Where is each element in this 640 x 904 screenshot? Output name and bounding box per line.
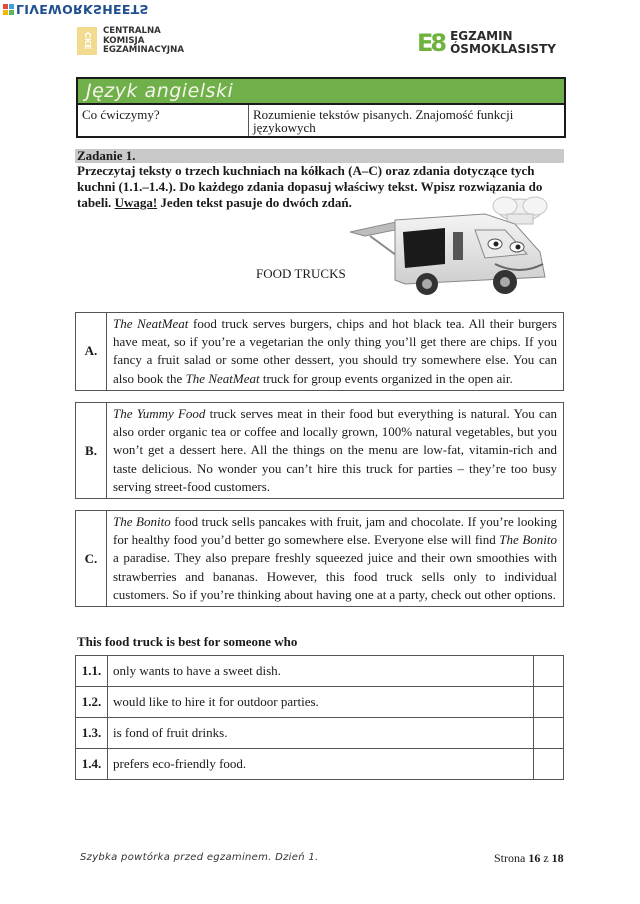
question-row — [76, 686, 563, 717]
text-body — [107, 313, 563, 390]
question-number: 1.3. — [76, 718, 108, 748]
watermark-text: LIVEWORKSHEETS — [16, 2, 149, 17]
food-truck-illustration — [345, 192, 570, 300]
text-box-c — [75, 510, 564, 607]
question-text: only wants to have a sweet dish. — [108, 656, 534, 686]
e8-logo-mark: E8 — [417, 29, 445, 57]
logo-square — [9, 10, 14, 15]
e8-logo — [417, 30, 556, 56]
e8-line: EGZAMIN — [450, 29, 513, 43]
text-part: truck serves meat in their food but everything is natural. You can also order organic tea or coffee and locally grown, 100% natural vegetables, but you won’t get a dessert here. All the things on the menu are low-fat, vitamin-rich and taste delicious. No wonder you can’t hire this truck for parties – they’re too busy serving street-food customers. — [113, 406, 557, 494]
answer-cell[interactable] — [534, 718, 563, 748]
truck-name: The NeatMeat — [185, 370, 260, 386]
page-total: 18 — [551, 851, 564, 865]
question-number: 1.1. — [76, 656, 108, 686]
text-part: food truck serves burgers, chips and hot black tea. All their burgers have meat, so if you’re a vegetarian the only thing you’ll get there are chips. If you fancy a fruit salad or some other dessert, you should try somewhere else. You can also book the — [113, 316, 557, 386]
text-part: truck for group events organized in the open air. — [259, 370, 513, 386]
text-letter: A. — [76, 313, 107, 390]
answer-cell[interactable] — [534, 687, 563, 717]
liveworksheets-logo-icon — [3, 4, 14, 15]
text-part: a paradise. They also prepare freshly squeezed juice and their own smoothies with strawberries and bananas. However, this food truck sells only to individual customers. So if you’re thinking about having one at a party, check out other options. — [113, 550, 557, 602]
subject-row-value: Rozumienie tekstów pisanych. Znajomość funkcji językowych — [253, 107, 514, 135]
cke-logo-text — [103, 27, 184, 56]
cke-line: EGZAMINACYJNA — [103, 45, 184, 55]
cke-line: CENTRALNA — [103, 26, 161, 36]
e8-logo-text — [450, 30, 556, 56]
reading-heading: FOOD TRUCKS — [256, 266, 346, 281]
questions-table — [75, 655, 564, 780]
answer-cell[interactable] — [534, 749, 563, 779]
subject-row-label: Co ćwiczymy? — [78, 105, 249, 136]
note-text: Jeden tekst pasuje do dwóch zdań. — [157, 195, 352, 210]
subject-title: Język angielski — [78, 79, 564, 105]
question-text: would like to hire it for outdoor parties. — [108, 687, 534, 717]
text-box-a — [75, 312, 564, 391]
question-row — [76, 748, 563, 779]
text-letter: C. — [76, 511, 107, 606]
page-sep: z — [540, 851, 552, 865]
questions-heading: This food truck is best for someone who — [77, 634, 298, 649]
cke-logo-mark — [77, 27, 97, 55]
cke-mark-text: CKE — [83, 32, 92, 51]
task-label: Zadanie 1. — [77, 148, 136, 163]
question-row — [76, 656, 563, 686]
text-body — [107, 511, 563, 606]
logo-square — [9, 4, 14, 9]
truck-name: The NeatMeat — [113, 316, 189, 331]
logo-square — [3, 10, 8, 15]
cke-logo — [77, 27, 184, 56]
question-text: is fond of fruit drinks. — [108, 718, 534, 748]
text-box-b — [75, 402, 564, 499]
truck-name: The Bonito — [499, 532, 557, 548]
footer-title: Szybka powtórka przed egzaminem. Dzień 1. — [80, 852, 319, 863]
text-body — [107, 403, 563, 498]
question-number: 1.4. — [76, 749, 108, 779]
question-number: 1.2. — [76, 687, 108, 717]
subject-header-table — [76, 77, 566, 138]
instruction-text: Przeczytaj teksty o trzech kuchniach na kółkach (A–C) oraz zdania dotyczące tych kuchni (1.1.–1.4.). Do każdego zdania dopasuj właściwy tekst. Wpisz rozwiązania do tabeli. — [77, 163, 543, 210]
answer-cell[interactable] — [534, 656, 563, 686]
e8-line: ÓSMOKLASISTY — [450, 42, 556, 56]
question-row — [76, 717, 563, 748]
truck-name: The Yummy Food — [113, 406, 206, 421]
page-number — [494, 851, 564, 866]
truck-name: The Bonito — [113, 514, 171, 529]
text-part: food truck sells pancakes with fruit, jam and chocolate. If you’re looking for healthy food you’d better go somewhere else. Everyone else will find — [113, 514, 557, 548]
logo-square — [3, 4, 8, 9]
page-current: 16 — [528, 851, 541, 865]
text-letter: B. — [76, 403, 107, 498]
cke-line: KOMISJA — [103, 35, 145, 46]
question-text: prefers eco-friendly food. — [108, 749, 534, 779]
liveworksheets-watermark — [3, 2, 149, 16]
note-label: Uwaga! — [114, 195, 158, 210]
subject-row — [78, 105, 564, 136]
task-label-bar — [75, 149, 564, 163]
page-label: Strona — [494, 851, 529, 865]
